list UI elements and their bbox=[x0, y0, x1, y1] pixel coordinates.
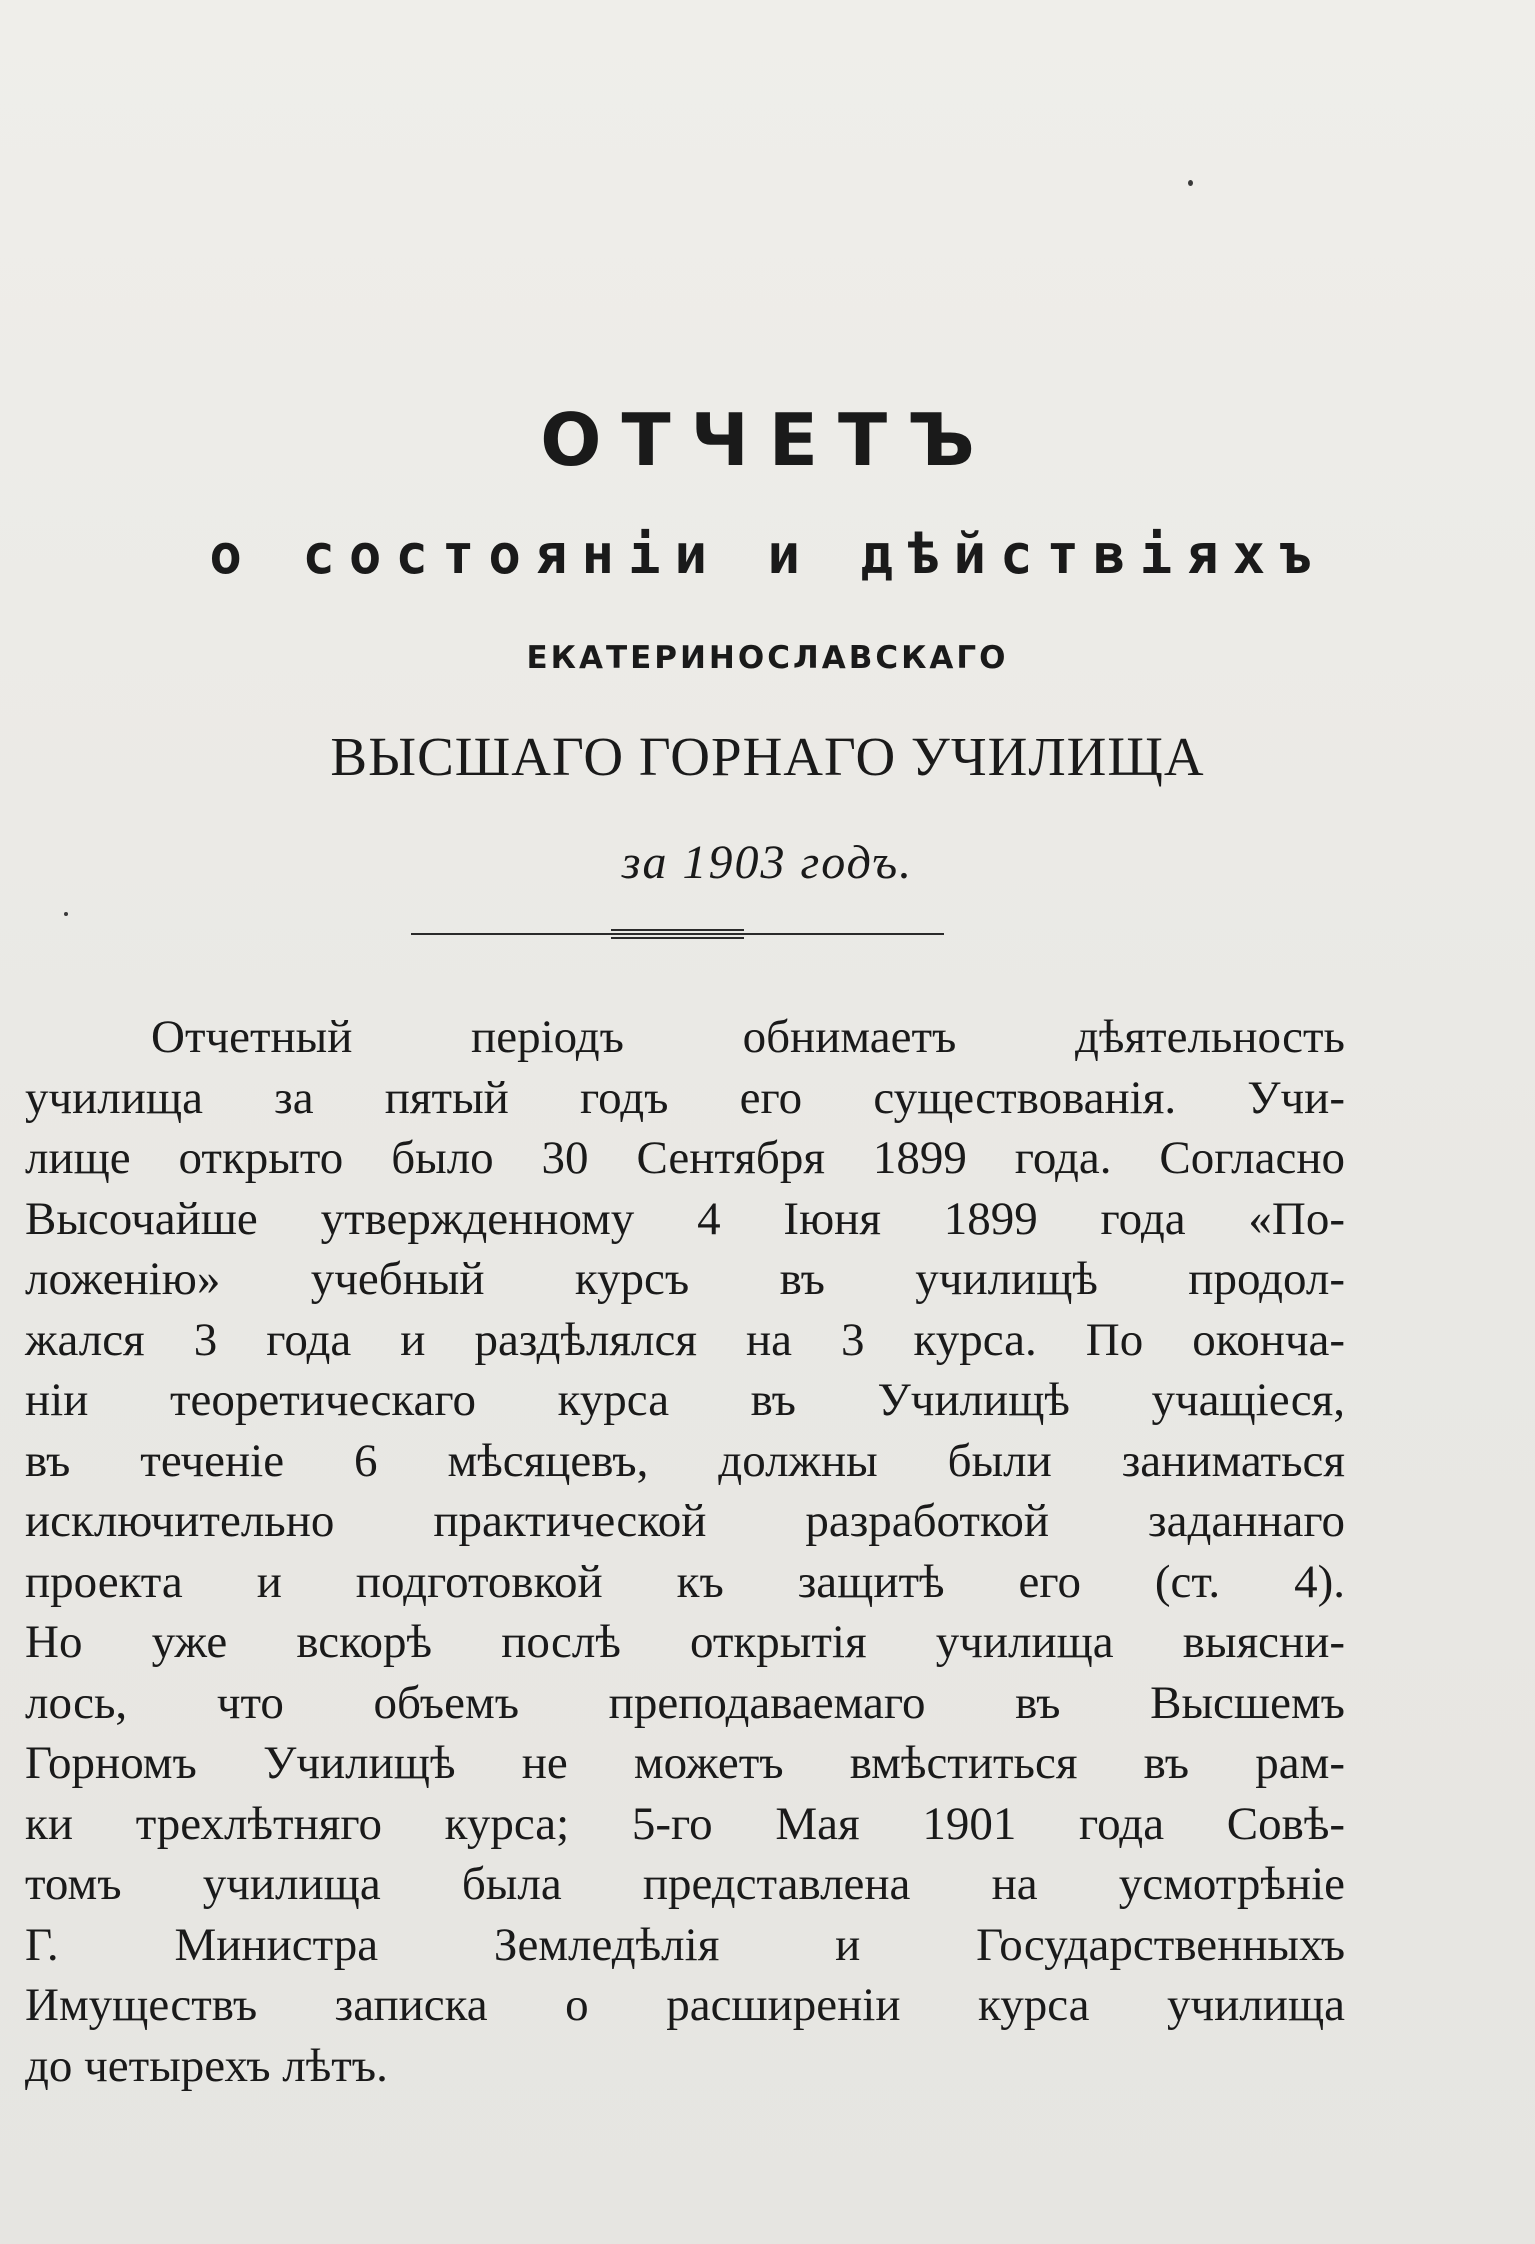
text-line: ніи теоретическаго курса въ Училищѣ учащіеся, bbox=[25, 1374, 1345, 1426]
text-line: лось, что объемъ преподаваемаго въ Высшемъ bbox=[25, 1676, 1345, 1729]
text-line: ки трехлѣтняго курса; 5-го Мая 1901 года Совѣ- bbox=[25, 1797, 1345, 1850]
paper-speck bbox=[64, 912, 68, 916]
text-line: Г. Министра Земледѣлія и Государственныхъ bbox=[25, 1918, 1345, 1971]
divider-line bbox=[611, 929, 744, 931]
title-divider bbox=[411, 933, 944, 943]
text-line: исключительно практической разработкой заданнаго bbox=[25, 1495, 1345, 1547]
text-line: лище открыто было 30 Сентября 1899 года. Согласно bbox=[25, 1132, 1345, 1184]
divider-line bbox=[611, 937, 744, 939]
school-name: ВЫСШАГО ГОРНАГО УЧИЛИЩА bbox=[330, 726, 1205, 787]
text-line: Отчетный періодъ обнимаетъ дѣятельность bbox=[151, 1011, 1345, 1063]
text-line: Высочайше утвержденному 4 Іюня 1899 года «По- bbox=[25, 1192, 1345, 1245]
text-line: томъ училища была представлена на усмотрѣніе bbox=[25, 1858, 1345, 1910]
document-subtitle: о состояніи и дѣйствіяхъ bbox=[209, 523, 1326, 586]
text-line: жался 3 года и раздѣлялся на 3 курса. По оконча- bbox=[25, 1313, 1345, 1366]
text-line: Но уже вскорѣ послѣ открытія училища выясни- bbox=[25, 1616, 1345, 1668]
institution-name: ЕКАТЕРИНОСЛАВСКАГО bbox=[526, 640, 1009, 676]
report-year: за 1903 годъ. bbox=[621, 836, 914, 889]
text-line: училища за пятый годъ его существованія. Учи- bbox=[25, 1071, 1345, 1124]
text-line: до четырехъ лѣтъ. bbox=[25, 2039, 388, 2092]
paper-speck bbox=[1188, 180, 1193, 186]
text-line: ложенію» учебный курсъ въ училищѣ продол- bbox=[25, 1253, 1345, 1305]
text-line: проекта и подготовкой къ защитѣ его (ст. 4). bbox=[25, 1555, 1345, 1608]
body-paragraph bbox=[25, 1007, 1345, 2096]
document-title: ОТЧЕТЪ bbox=[540, 398, 995, 482]
text-line: въ теченіе 6 мѣсяцевъ, должны были заниматься bbox=[25, 1434, 1345, 1487]
text-line: Имуществъ записка о расширеніи курса училища bbox=[25, 1979, 1345, 2031]
text-line: Горномъ Училищѣ не можетъ вмѣститься въ рам- bbox=[25, 1737, 1345, 1789]
divider-line bbox=[411, 933, 944, 935]
